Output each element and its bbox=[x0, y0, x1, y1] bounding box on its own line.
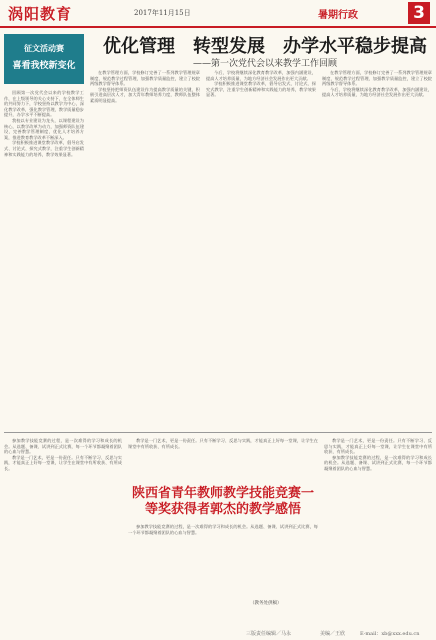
paragraph: 学校积极推进课堂教学改革，倡导启发式、讨论式、探究式教学，注重学生创新精神和实践能力的培养，教学效果显著。 bbox=[206, 81, 316, 98]
second-headline: 陕西省青年教师教学技能竞赛一等奖获得者郭杰的教学感悟 bbox=[131, 486, 314, 517]
paragraph: 参加教学技能竞赛的过程，是一次难得的学习和成长的机会。从选题、备课、试讲到正式比赛，每一个环节都凝聚着团队的心血与智慧。 bbox=[324, 454, 432, 471]
footer-email: E-mail：xb@xxx.edu.cn bbox=[360, 631, 420, 637]
paragraph: 学校积极推进课堂教学改革，倡导启发式、讨论式、探究式教学，注重学生创新精神和实践能力的培养，教学效果显著。 bbox=[4, 140, 84, 157]
paragraph: 学校坚持把师资队伍建设作为提高教学质量的关键，积极引进高层次人才，加大青年教师培养力度，教师队伍整体素质明显提高。 bbox=[90, 86, 200, 103]
section-name: 暑期行政 bbox=[318, 10, 358, 21]
text-column-3 bbox=[206, 70, 316, 428]
top-rule bbox=[0, 26, 436, 28]
paragraph: 在教学管理方面，学校修订完善了一系列教学管理规章制度，规范教学过程管理，加强教学质量监控，建立了校院两级教学督导体系。 bbox=[90, 70, 200, 87]
paragraph: 教学是一门艺术，更是一份责任。只有不断学习、反思与实践，才能真正上好每一堂课，让学生在课堂中有所收获、有所成长。 bbox=[128, 438, 318, 449]
paragraph: 教学是一门艺术，更是一份责任。只有不断学习、反思与实践，才能真正上好每一堂课，让学生在课堂中有所收获、有所成长。 bbox=[4, 454, 122, 471]
story-author: （教务处供稿） bbox=[250, 601, 282, 606]
text-column-7 bbox=[128, 524, 318, 620]
text-column-8 bbox=[324, 438, 432, 620]
main-headline: 优化管理 转型发展 办学水平稳步提高 bbox=[103, 36, 427, 57]
masthead bbox=[0, 0, 436, 26]
issue-date: 2017年11月15日 bbox=[134, 9, 191, 17]
paragraph: 回顾第一次党代会以来的学校教学工作，在上级领导的关心支持下，在全体师生的共同努力下，学校坚持以教学为中心，深化教学改革，强化教学管理，教学质量稳步提升，办学水平不断提高。 bbox=[4, 90, 84, 118]
text-column-5 bbox=[4, 438, 122, 620]
banner-line2: 喜看我校新变化 bbox=[12, 61, 76, 71]
page-number: 3 bbox=[408, 2, 430, 24]
banner-line1: 征文活动赛 bbox=[24, 43, 64, 53]
paragraph: 今后，学校将继续深化教育教学改革，加强内涵建设，提高人才培养质量，为地方经济社会发展作出更大贡献。 bbox=[322, 86, 432, 98]
section-divider bbox=[4, 432, 432, 433]
column-banner bbox=[4, 34, 84, 84]
text-column-2 bbox=[90, 70, 200, 428]
main-subhead: ——第一次党代会以来教学工作回顾 bbox=[192, 59, 337, 69]
paragraph: 参加教学技能竞赛的过程，是一次难得的学习和成长的机会。从选题、备课、试讲到正式比赛，每一个环节都凝聚着团队的心血与智慧。 bbox=[4, 438, 122, 455]
text-column-1 bbox=[4, 90, 84, 428]
paragraph: 今后，学校将继续深化教育教学改革，加强内涵建设，提高人才培养质量，为地方经济社会发展作出更大贡献。 bbox=[206, 70, 316, 81]
footer-designer: 美编／王欣 bbox=[320, 631, 346, 637]
page-footer bbox=[0, 630, 436, 638]
paragraph: 我校以专业建设为龙头，以课程建设为核心，以教学改革为动力，加强师资队伍建设，完善教学管理制度，优化人才培养方案，推进教育教学改革不断深入。 bbox=[4, 117, 84, 140]
footer-editor: 三版责任编辑／马永 bbox=[246, 631, 292, 637]
paragraph: 在教学管理方面，学校修订完善了一系列教学管理规章制度，规范教学过程管理，加强教学质量监控，建立了校院两级教学督导体系。 bbox=[322, 70, 432, 87]
paragraph: 参加教学技能竞赛的过程，是一次难得的学习和成长的机会。从选题、备课、试讲到正式比赛，每一个环节都凝聚着团队的心血与智慧。 bbox=[128, 524, 318, 535]
paragraph: 教学是一门艺术，更是一份责任。只有不断学习、反思与实践，才能真正上好每一堂课，让学生在课堂中有所收获、有所成长。 bbox=[324, 438, 432, 455]
paper-name: 涡阳教育 bbox=[8, 5, 73, 23]
text-column-4 bbox=[322, 70, 432, 428]
text-column-6 bbox=[128, 438, 318, 482]
